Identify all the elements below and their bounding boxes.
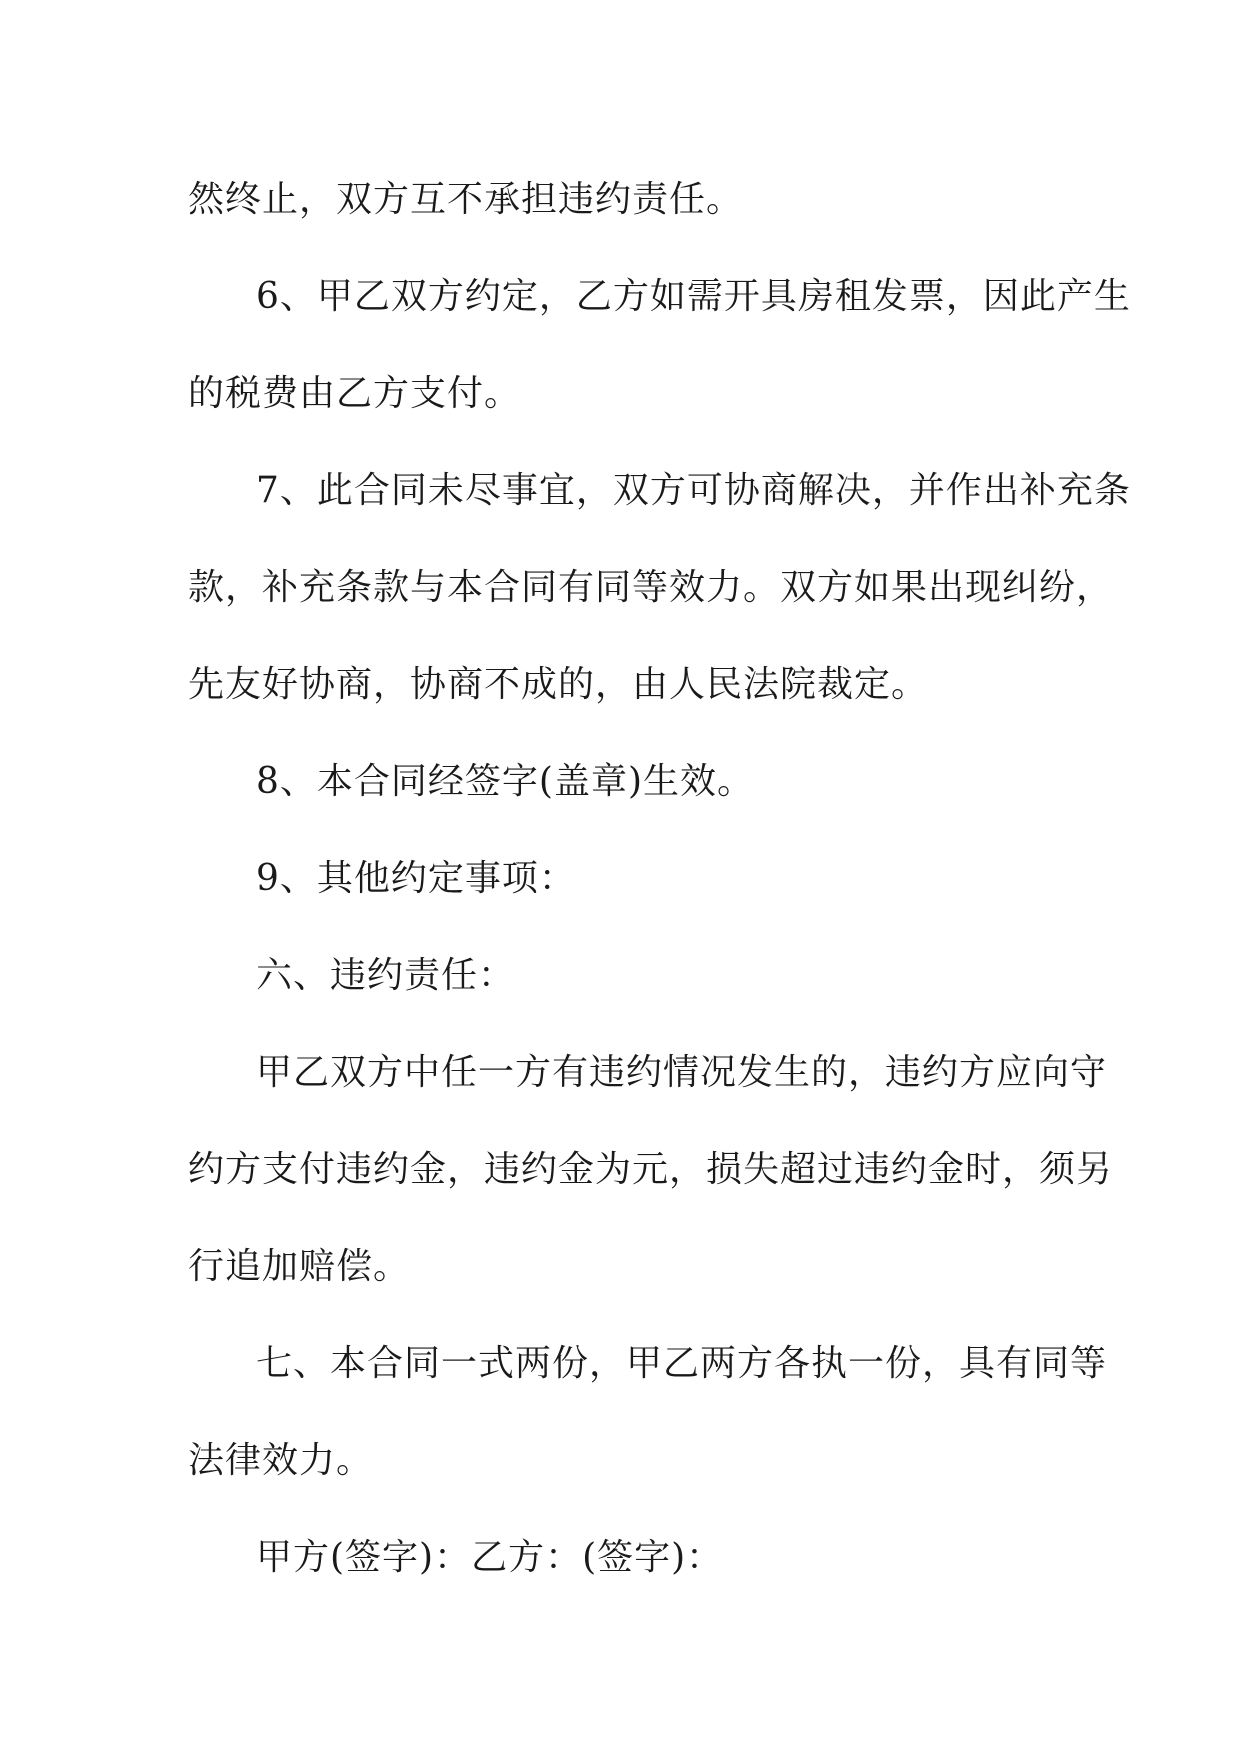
- text-line-1: 然终止，双方互不承担违约责任。: [188, 179, 744, 220]
- section-7-line-2: 法律效力。: [188, 1440, 374, 1481]
- breach-line-2: 约方支付违约金，违约金为元，损失超过违约金时，须另: [188, 1149, 1114, 1190]
- signature-line: 甲方(签字)：乙方：(签字)：: [256, 1537, 724, 1578]
- clause-7-line-2: 款，补充条款与本合同有同等效力。双方如果出现纠纷，: [188, 567, 1114, 608]
- clause-6-line-2: 的税费由乙方支付。: [188, 373, 522, 414]
- section-6-heading: 六、违约责任：: [256, 955, 516, 996]
- clause-7-line-3: 先友好协商，协商不成的，由人民法院裁定。: [188, 664, 929, 705]
- clause-7-line-1: 7、此合同未尽事宜，双方可协商解决，并作出补充条: [256, 470, 1131, 511]
- breach-line-1: 甲乙双方中任一方有违约情况发生的，违约方应向守: [256, 1052, 1108, 1093]
- section-7-line-1: 七、本合同一式两份，甲乙两方各执一份，具有同等: [256, 1343, 1108, 1384]
- clause-6-line-1: 6、甲乙双方约定，乙方如需开具房租发票，因此产生: [256, 276, 1131, 317]
- clause-8: 8、本合同经签字(盖章)生效。: [256, 761, 754, 802]
- breach-line-3: 行追加赔偿。: [188, 1246, 411, 1287]
- clause-9: 9、其他约定事项：: [256, 858, 576, 899]
